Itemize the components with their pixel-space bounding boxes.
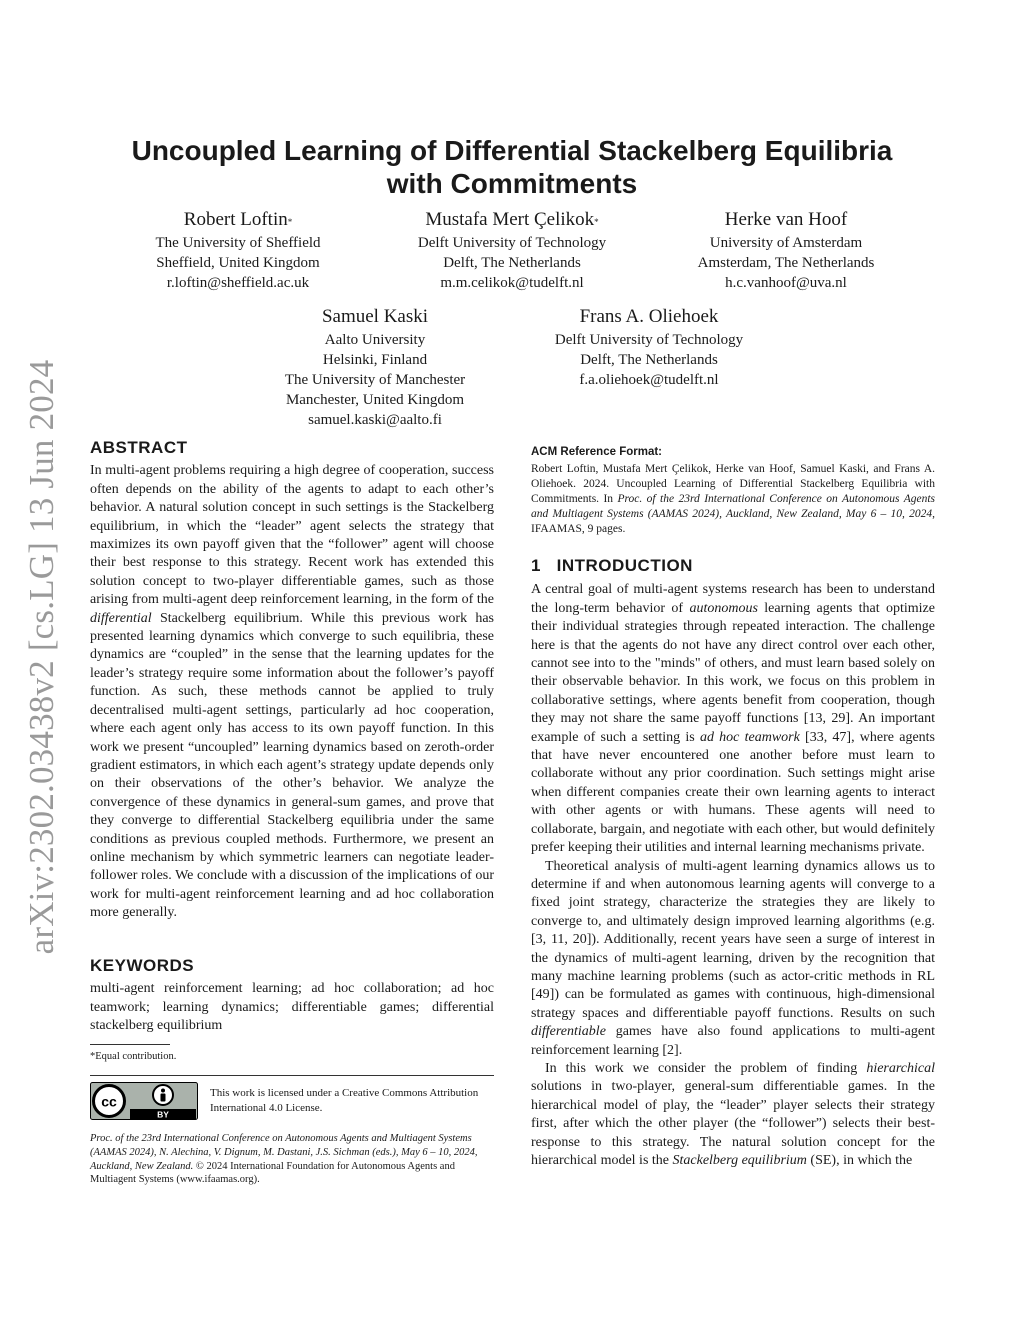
author-name: Frans A. Oliehoek <box>579 306 719 327</box>
keywords-heading: KEYWORDS <box>90 956 195 975</box>
paper-title <box>90 134 934 200</box>
author-email[interactable]: f.a.oliehoek@tudelft.nl <box>579 372 719 388</box>
author-name: Robert Loftin* <box>183 209 293 230</box>
author-affiliation: The University of Manchester <box>284 372 466 388</box>
author-affiliation: Delft University of Technology <box>417 235 607 251</box>
abstract-text: In multi-agent problems requiring a high degree of cooperation, success often depends on the ability of the agents to adapt to each other’s behavior. A natural solution concept in such settings is the Stackelberg equilibrium, in which the “leader” agent selects the strategy that maximizes its own payoff given that the “follower” agent will choose their best response to this strategy. Recent work has extended this solution concept to two-player differentiable games, such as those arising from multi-agent deep reinforcement learning, in the form of the differential Stackelberg equilibrium. While this previous work has presented learning dynamics which converge to such equilibria, these dynamics are “coupled” in the sense that the learning updates for the leader’s strategy require some information about the follower’s payoff function. As such, these methods cannot be applied to truly decentralised multi-agent settings, particularly ad hoc cooperation, where each agent only has access to its own payoff function. In this work we present “uncoupled” learning dynamics based on zeroth-order gradient estimators, in which each agent’s strategy update depends only on their observations of the other’s behavior. We analyze the convergence of these dynamics in general-sum games, and prove that they converge to differential Stackelberg equilibria under the same conditions as previous coupled methods. Furthermore, we present an online mechanism by which symmetric learners can negotiate leader-follower roles. We conclude with a discussion of the implications of our work for multi-agent reinforcement learning and ad hoc collaboration more generally. <box>90 463 494 921</box>
author-affiliation: Aalto University <box>324 332 426 348</box>
intro-paragraph-3: In this work we consider the problem of finding hierarchical solutions in two-player, general-sum differentiable games. In the hierarchical model of play, the “leader” player selects their strategy first, after which the other player (the “follower”) selects their best-response to this strategy. The natural solution concept for the hierarchical model is the Stackelberg equilibrium (SE), in which the <box>531 1060 935 1168</box>
introduction-section <box>531 557 935 1170</box>
footnote: *Equal contribution. <box>90 1051 177 1062</box>
author-block <box>118 207 358 293</box>
author-location: Delft, The Netherlands <box>443 255 581 271</box>
by-label: BY <box>157 1109 169 1120</box>
cc-by-badge[interactable] <box>90 1082 198 1120</box>
license-text: This work is licensed under a Creative Commons Attribution International 4.0 License. <box>210 1087 479 1114</box>
abstract-heading: ABSTRACT <box>90 438 188 457</box>
author-email[interactable]: samuel.kaski@aalto.fi <box>308 412 442 428</box>
author-email[interactable]: h.c.vanhoof@uva.nl <box>725 275 847 291</box>
title-line-2: with Commitments <box>386 168 638 199</box>
acm-citation: Robert Loftin, Mustafa Mert Çelikok, Herke van Hoof, Samuel Kaski, and Frans A. Oliehoek. 2024. Uncoupled Learning of Differential Stackelberg Equilibria with Commitments. In Proc. of the 23rd International Conference on Autonomous Agents and Multiagent Systems (AAMAS 2024), Auckland, New Zealand, May 6 – 10, 2024, IFAAMAS, 9 pages. <box>531 463 936 535</box>
title-line-1: Uncoupled Learning of Differential Stackelberg Equilibria <box>131 135 893 166</box>
keywords-section <box>90 957 494 1036</box>
acm-heading: ACM Reference Format: <box>531 446 662 458</box>
person-icon-head <box>161 1089 165 1093</box>
arxiv-stamp <box>12 359 72 955</box>
arxiv-id: arXiv:2302.03438v2 [cs.LG] 13 Jun 2024 <box>22 359 61 955</box>
author-name: Mustafa Mert Çelikok* <box>425 209 599 230</box>
proceedings-note: Proc. of the 23rd International Conference on Autonomous Agents and Multiagent Systems (AAMAS 2024), N. Alechina, V. Dignum, M. Dastani, J.S. Sichman (eds.), May 6 – 10, 2024, Auckland, New Zealand. © 2024 International Foundation for Autonomous Agents and Multiagent Systems (www.ifaamas.org). <box>90 1133 478 1186</box>
author-affiliation: Delft University of Technology <box>554 332 744 348</box>
author-location: Manchester, United Kingdom <box>285 392 465 408</box>
author-email[interactable]: r.loftin@sheffield.ac.uk <box>166 275 310 291</box>
acm-reference <box>531 445 935 537</box>
footnote-rule <box>90 1044 170 1045</box>
author-location: Helsinki, Finland <box>322 352 428 368</box>
keywords-text: multi-agent reinforcement learning; ad hoc collaboration; ad hoc teamwork; learning dynamics; differentiable games; differential stackelberg equilibrium <box>90 981 494 1034</box>
cc-label: cc <box>101 1093 117 1110</box>
intro-paragraph-2: Theoretical analysis of multi-agent learning dynamics allows us to determine if and when autonomous learning agents will converge to a fixed joint strategy, characterize the strategies they are likely to converge to, and ultimately design improved learning algorithms (e.g. [3, 11, 20]). Additionally, recent years have seen a surge of interest in the dynamics of multi-agent learning, driven by the recognition that many machine learning problems (such as actor-critic methods in RL [49]) can be formulated as games with continuous, high-dimensional strategy spaces and differentiable payoff functions. Results on such differentiable games have also found applications to multi-agent reinforcement learning [2]. <box>531 858 935 1058</box>
license-rule <box>90 1075 494 1076</box>
author-block <box>666 207 906 293</box>
person-icon-body <box>161 1094 166 1102</box>
author-block <box>382 207 642 293</box>
author-block <box>255 304 495 430</box>
author-location: Amsterdam, The Netherlands <box>697 255 875 271</box>
author-location: Delft, The Netherlands <box>580 352 718 368</box>
author-email[interactable]: m.m.celikok@tudelft.nl <box>440 275 584 291</box>
author-affiliation: The University of Sheffield <box>155 235 321 251</box>
introduction-heading: 1 INTRODUCTION <box>531 556 693 575</box>
author-location: Sheffield, United Kingdom <box>156 255 320 271</box>
author-block <box>524 304 774 390</box>
author-name: Herke van Hoof <box>724 209 848 230</box>
abstract-section <box>90 439 494 923</box>
intro-paragraph-1: A central goal of multi-agent systems research has been to understand the long-term behavior of autonomous learning agents that optimize their individual strategies through repeated interaction. The challenge here is that the agents do not have any direct control over each other, cannot see into to the "minds" of others, and must learn based solely on their observable behavior. In this work, we focus on this problem in collaborative settings, where agents benefit from cooperation, though they may not share the same payoff functions [13, 29]. An important example of such a setting is ad hoc teamwork [33, 47], where agents that have never encountered one another before must learn to collaborate without any prior coordination. Such settings might arise when different companies create their own learning agents to interact with other agents or with humans. These agents will need to collaborate, bargain, and negotiate with each other, but would definitely prefer keeping their utilities and internal learning mechanisms private. <box>531 582 935 856</box>
author-affiliation: University of Amsterdam <box>709 235 863 251</box>
author-name: Samuel Kaski <box>321 306 429 327</box>
